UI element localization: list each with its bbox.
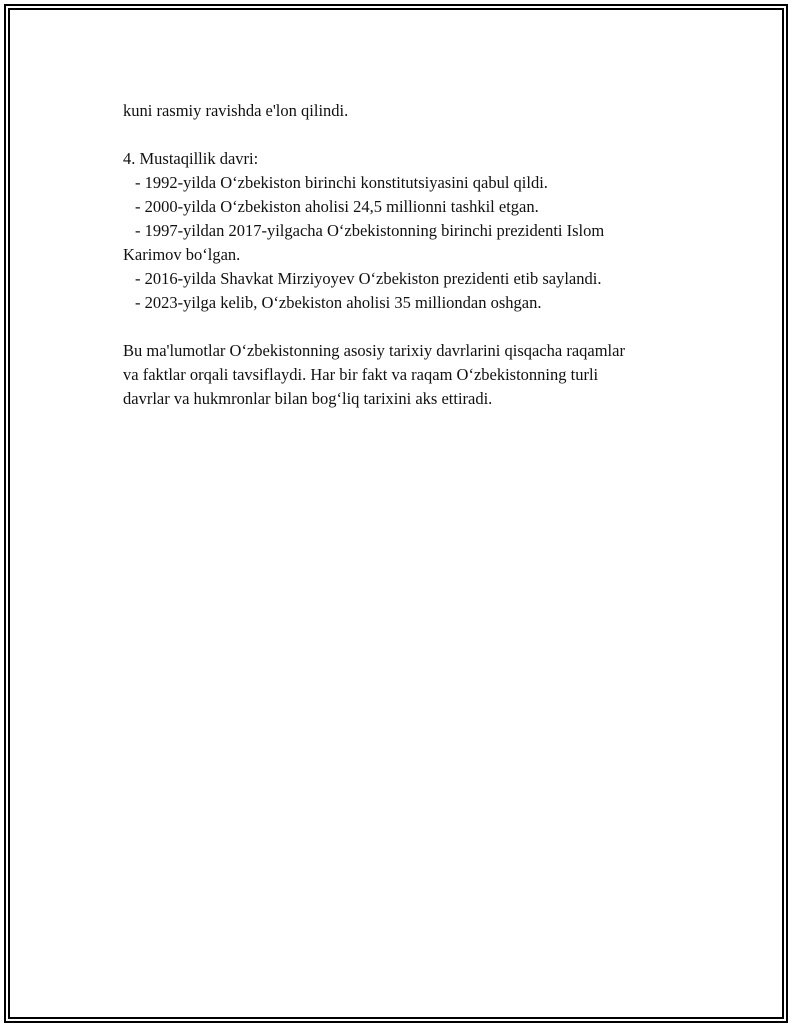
list-item-text-line1: - 1997-yildan 2017-yilgacha O‘zbekistonning birinchi prezidenti Islom — [135, 221, 605, 240]
list-item — [123, 219, 703, 267]
document-body — [123, 99, 703, 411]
summary-line-1: Bu ma'lumotlar O‘zbekistonning asosiy tarixiy davrlarini qisqacha raqamlar — [123, 341, 625, 360]
list-item — [123, 291, 703, 315]
summary-line-3: davrlar va hukmronlar bilan bog‘liq tarixini aks ettiradi. — [123, 389, 493, 408]
list-item-text: - 2023-yilga kelib, O‘zbekiston aholisi 35 milliondan oshgan. — [135, 293, 542, 312]
list-item — [123, 195, 703, 219]
section-heading: 4. Mustaqillik davri: — [123, 149, 259, 168]
list-item — [123, 171, 703, 195]
list-item-text: - 2000-yilda O‘zbekiston aholisi 24,5 millionni tashkil etgan. — [135, 197, 539, 216]
list-item-text-line2: Karimov bo‘lgan. — [123, 245, 241, 264]
continuation-line: kuni rasmiy ravishda e'lon qilindi. — [123, 101, 349, 120]
spacer — [123, 123, 703, 147]
list-item-text: - 2016-yilda Shavkat Mirziyoyev O‘zbekiston prezidenti etib saylandi. — [135, 269, 602, 288]
list-item — [123, 267, 703, 291]
document-page — [4, 4, 788, 1023]
spacer — [123, 315, 703, 339]
summary-line-2: va faktlar orqali tavsiflaydi. Har bir fakt va raqam O‘zbekistonning turli — [123, 365, 599, 384]
list-item-text: - 1992-yilda O‘zbekiston birinchi konstitutsiyasini qabul qildi. — [135, 173, 548, 192]
